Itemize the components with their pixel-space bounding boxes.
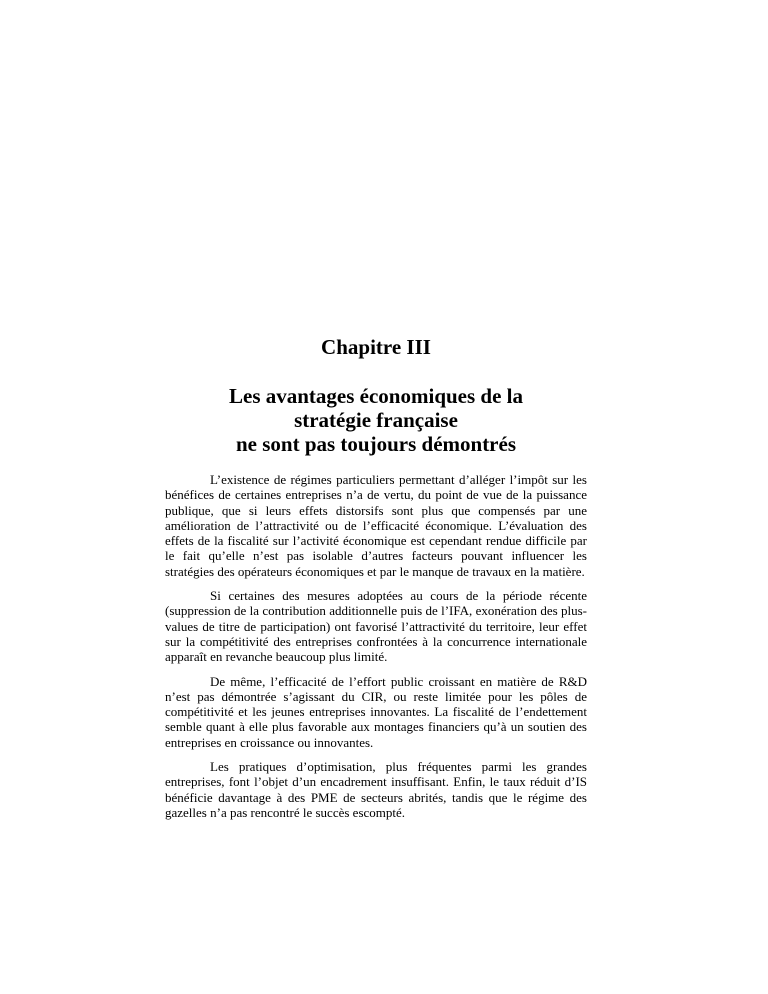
chapter-title-line: Les avantages économiques de la: [229, 384, 523, 408]
chapter-title-line: stratégie française: [294, 408, 458, 432]
paragraph: Les pratiques d’optimisation, plus fréquentes parmi les grandes entreprises, font l’objet d’un encadrement insuffisant. Enfin, le taux réduit d’IS bénéficie davantage à des PME de secteurs abrités, tandis que le régime des gazelles n’a pas rencontré le succès escompté.: [165, 759, 587, 820]
body-text: [165, 472, 587, 820]
chapter-title-line: ne sont pas toujours démontrés: [235, 432, 516, 456]
paragraph: L’existence de régimes particuliers permettant d’alléger l’impôt sur les bénéfices de certaines entreprises n’a de vertu, du point de vue de la puissance publique, que si leurs effets distorsifs sont plus que compensés par une amélioration de l’attractivité ou de l’efficacité économique. L’évaluation des effets de la fiscalité sur l’activité économique est cependant rendue difficile par le fait qu’elle n’est pas isolable d’autres facteurs pouvant influencer les stratégies des opérateurs économiques et par le manque de travaux en la matière.: [165, 472, 587, 579]
paragraph: Si certaines des mesures adoptées au cours de la période récente (suppression de la contribution additionnelle puis de l’IFA, exonération des plus-values de titre de participation) ont favorisé l’attractivité du territoire, leur effet sur la compétitivité des entreprises confrontées à la concurrence internationale apparaît en revanche beaucoup plus limité.: [165, 588, 587, 665]
chapter-title: [165, 384, 587, 456]
paragraph: De même, l’efficacité de l’effort public croissant en matière de R&D n’est pas démontrée s’agissant du CIR, ou reste limitée pour les pôles de compétitivité et les jeunes entreprises innovantes. La fiscalité de l’endettement semble quant à elle plus favorable aux montages financiers qu’à un soutien des entreprises en croissance ou innovantes.: [165, 673, 587, 750]
chapter-label: Chapitre III: [321, 335, 431, 359]
chapter-block: [165, 334, 587, 829]
